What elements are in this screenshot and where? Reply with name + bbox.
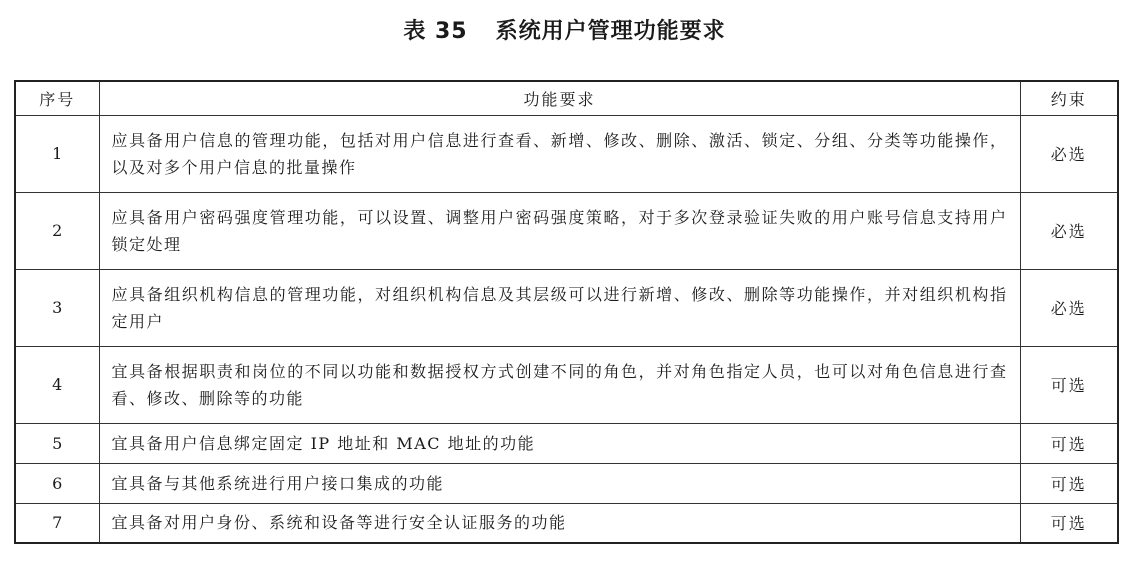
table-row (15, 346, 1118, 423)
requirements-table (14, 80, 1119, 544)
row-index: 5 (15, 423, 99, 463)
row-requirement: 应具备用户信息的管理功能，包括对用户信息进行查看、新增、修改、删除、激活、锁定、分组、分类等功能操作，以及对多个用户信息的批量操作 (99, 115, 1020, 192)
row-requirement: 宜具备对用户身份、系统和设备等进行安全认证服务的功能 (99, 503, 1020, 543)
header-requirement: 功能要求 (99, 81, 1020, 115)
table-header-row (15, 81, 1118, 115)
header-index: 序号 (15, 81, 99, 115)
row-constraint: 可选 (1020, 503, 1118, 543)
row-requirement: 宜具备根据职责和岗位的不同以功能和数据授权方式创建不同的角色，并对角色指定人员，也可以对角色信息进行查看、修改、删除等的功能 (99, 346, 1020, 423)
row-constraint: 必选 (1020, 115, 1118, 192)
row-constraint: 必选 (1020, 269, 1118, 346)
row-constraint: 可选 (1020, 423, 1118, 463)
table-row (15, 463, 1118, 503)
table-title: 系统用户管理功能要求 (495, 19, 726, 44)
table-row (15, 423, 1118, 463)
row-requirement: 应具备组织机构信息的管理功能，对组织机构信息及其层级可以进行新增、修改、删除等功能操作，并对组织机构指定用户 (99, 269, 1020, 346)
row-index: 4 (15, 346, 99, 423)
table-row (15, 115, 1118, 192)
table-number: 表 35 (403, 19, 468, 44)
table-row (15, 269, 1118, 346)
row-requirement: 宜具备与其他系统进行用户接口集成的功能 (99, 463, 1020, 503)
row-requirement: 应具备用户密码强度管理功能，可以设置、调整用户密码强度策略，对于多次登录验证失败的用户账号信息支持用户锁定处理 (99, 192, 1020, 269)
row-index: 1 (15, 115, 99, 192)
table-row (15, 192, 1118, 269)
table-row (15, 503, 1118, 543)
row-constraint: 必选 (1020, 192, 1118, 269)
row-index: 7 (15, 503, 99, 543)
row-constraint: 可选 (1020, 346, 1118, 423)
row-requirement: 宜具备用户信息绑定固定 IP 地址和 MAC 地址的功能 (99, 423, 1020, 463)
row-index: 2 (15, 192, 99, 269)
row-constraint: 可选 (1020, 463, 1118, 503)
header-constraint: 约束 (1020, 81, 1118, 115)
row-index: 6 (15, 463, 99, 503)
table-caption (0, 14, 1129, 45)
row-index: 3 (15, 269, 99, 346)
